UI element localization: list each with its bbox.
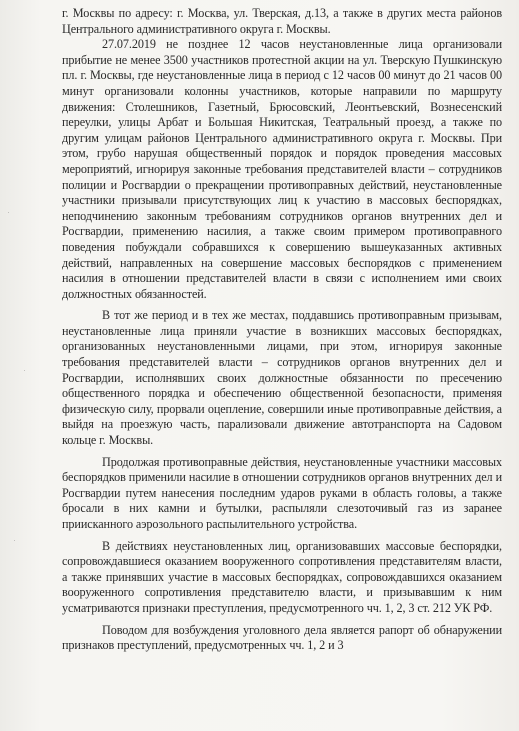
scan-speck bbox=[14, 540, 15, 541]
paragraph-1: г. Москвы по адресу: г. Москва, ул. Тверская, д.13, а также в других места районов Центрального административного округа г. Москвы. bbox=[62, 6, 502, 36]
paragraph-3: В тот же период и в тех же местах, поддавшись противоправным призывам, неустановленные лица приняли участие в возникших массовых беспорядках, организованных неустановленными лицами, при этом, игнорируя законные требования представителей власти – сотрудников органов внутренних дел и Росгвардии, исполнявших своих должностные обязанности по пресечению общественного порядка и обеспечению общественной безопасности, применяя физическую силу, прорвали оцепление, совершили иные противоправные действия, а выйдя на проезжую часть, парализовали движение автотранспорта на Садовом кольце г. Москвы. bbox=[62, 308, 502, 448]
scan-speck bbox=[8, 212, 9, 213]
document-body bbox=[62, 6, 502, 654]
paragraph-4: Продолжая противоправные действия, неустановленные участники массовых беспорядков применили насилие в отношении сотрудников органов внутренних дел и Росгвардии путем нанесения последним ударов руками в область головы, а также бросали в них камни и бутылки, распыляли слезоточивый газ из заранее приисканного аэрозольного распылительного устройства. bbox=[62, 454, 502, 531]
paragraph-5: В действиях неустановленных лиц, организовавших массовые беспорядки, сопровождавшиеся оказанием вооруженного сопротивления представителям власти, а также принявших участие в массовых беспорядках, сопровождавшихся оказанием вооруженного сопротивления представителю власти, и призывавшим к ним усматриваются признаки преступления, предусмотренного чч. 1, 2, 3 ст. 212 УК РФ. bbox=[62, 538, 502, 615]
scan-speck bbox=[24, 370, 25, 371]
paragraph-6: Поводом для возбуждения уголовного дела является рапорт об обнаружении признаков преступлений, предусмотренных чч. 1, 2 и 3 bbox=[62, 622, 502, 653]
paragraph-2: 27.07.2019 не позднее 12 часов неустановленные лица организовали прибытие не менее 3500 участников протестной акции на ул. Тверскую Пушкинскую пл. г. Москвы, где неустановленные лица в период с 12 часов 00 минут до 21 часов 00 минут организовали колонны участников, которые направили по маршруту движения: Столешников, Газетный, Брюсовский, Леонтьевский, Вознесенский переулки, улицы Арбат и Большая Никитская, Театральный проезд, а также по другим улицам районов Центрального административного округа г. Москвы. При этом, грубо нарушая общественный порядок и порядок проведения массовых мероприятий, игнорируя законные требования представителей власти – сотрудников полиции и Росгвардии о прекращении противоправных действий, неустановленные участники призывали присутствующих лиц к участию в массовых беспорядках, неподчинению законным требованиям сотрудников органов внутренних дел и Росгвардии, применению насилия, а также своим примером противоправного поведения побуждали собравшихся к совершению вышеуказанных активных действий, направленных на совершение массовых беспорядков с применением насилия в отношении представителей власти в связи с исполнением ими своих должностных обязанностей. bbox=[62, 37, 502, 301]
